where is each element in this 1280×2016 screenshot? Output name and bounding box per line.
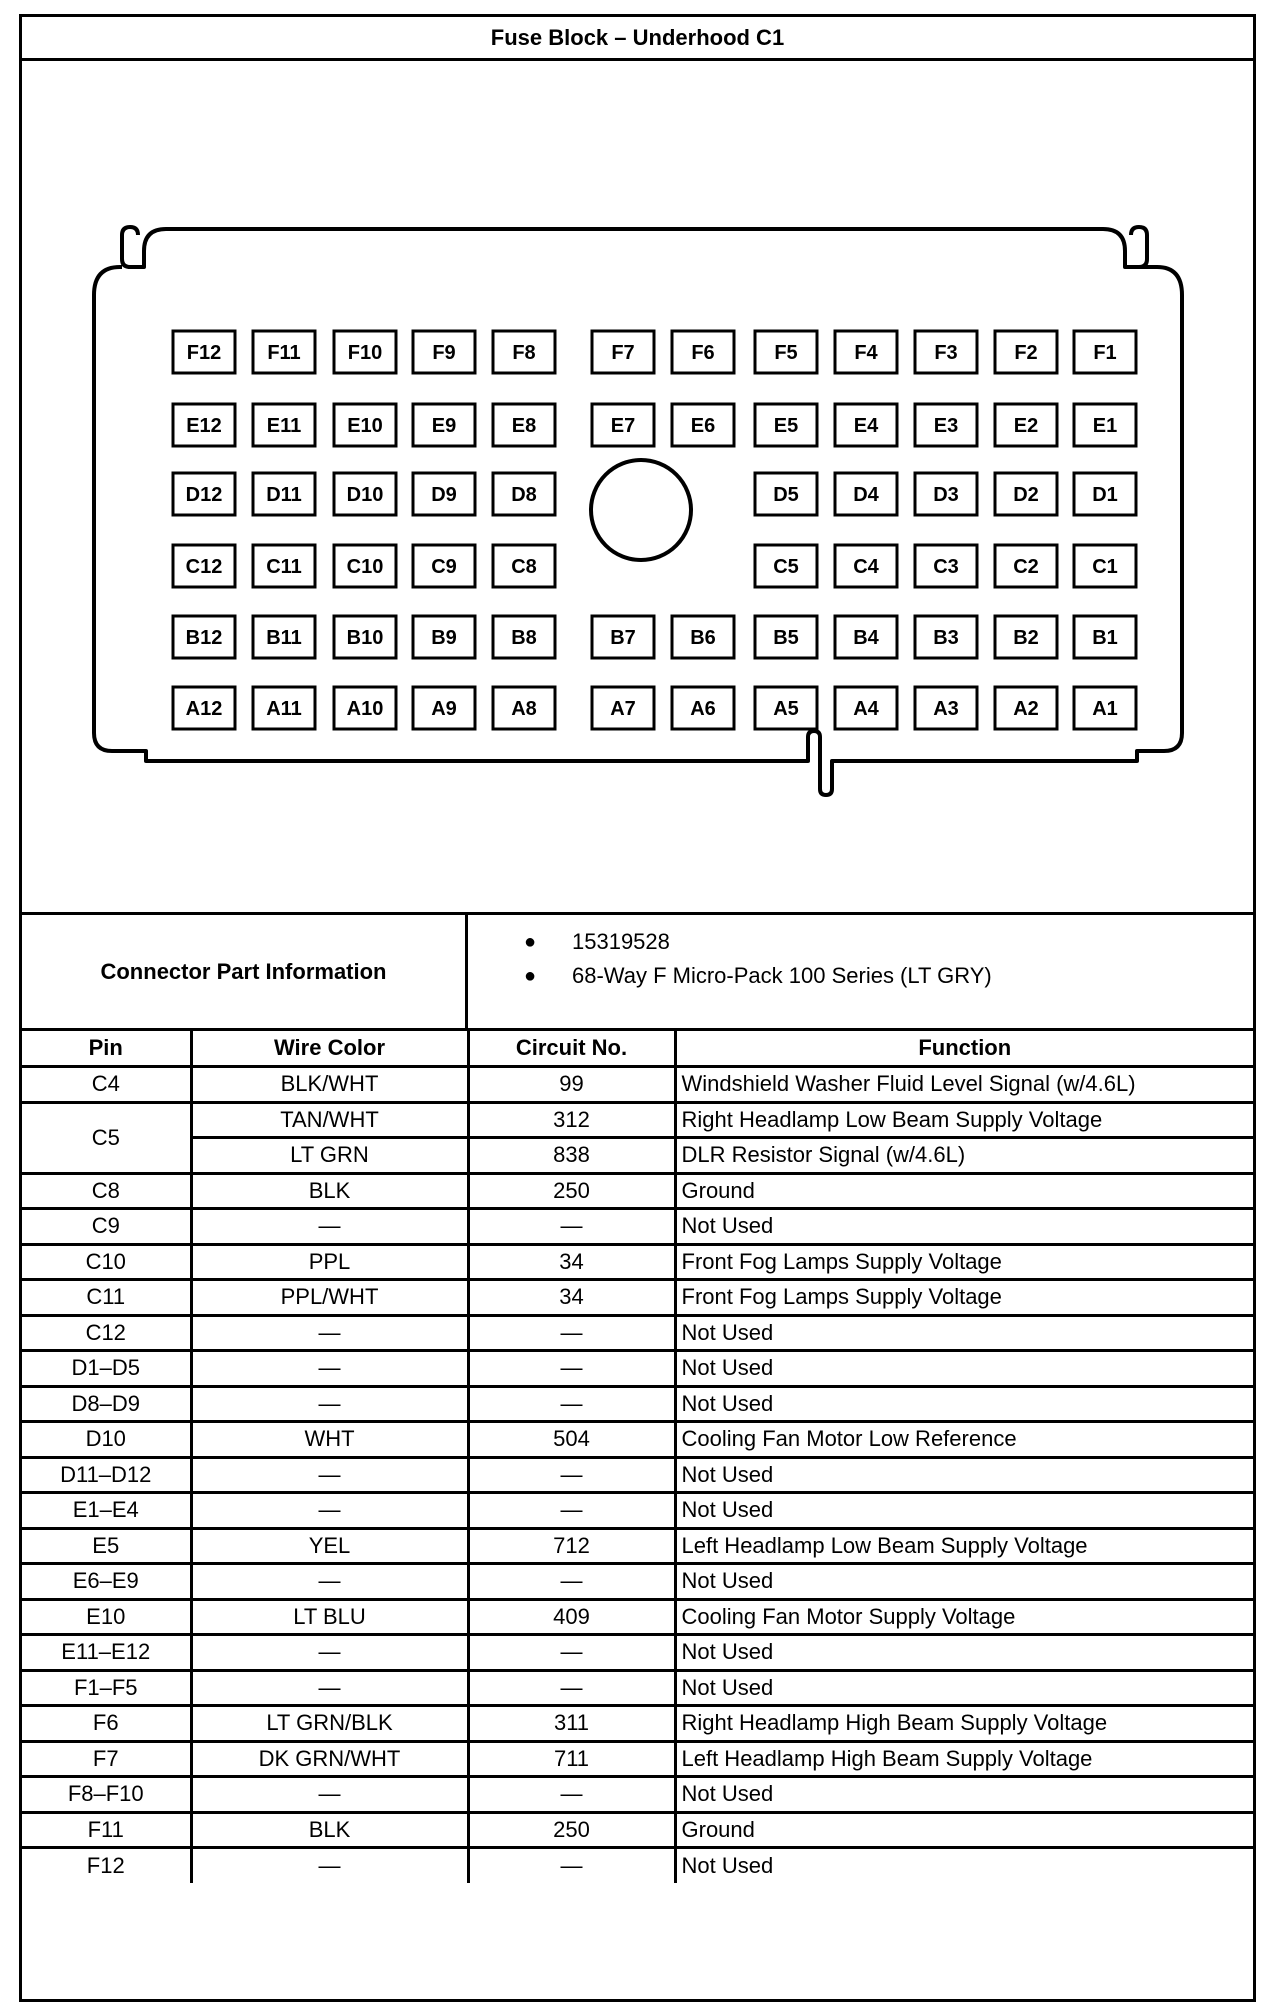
table-header-row — [22, 1031, 1253, 1067]
cavity-d4 — [835, 473, 897, 515]
wire-color-cell: BLK/WHT — [191, 1067, 468, 1103]
cavity-label: A12 — [185, 698, 223, 720]
pin-cell: F1–F5 — [22, 1670, 191, 1706]
cavity-label: B11 — [266, 627, 302, 649]
cavity-d11 — [253, 473, 315, 515]
cavity-d1 — [1074, 473, 1136, 515]
cavity-a2 — [995, 687, 1057, 729]
pin-cell: E11–E12 — [22, 1635, 191, 1671]
table-row — [22, 1351, 1253, 1387]
cavity-label: F5 — [774, 342, 798, 364]
cavity-d12 — [173, 473, 235, 515]
cavity-label: E11 — [266, 415, 302, 437]
header-wire-color: Wire Color — [191, 1031, 468, 1067]
cavity-label: C5 — [773, 556, 799, 578]
cavity-label: C12 — [185, 556, 223, 578]
cavity-b11 — [253, 616, 315, 658]
cavity-b4 — [835, 616, 897, 658]
header-circuit: Circuit No. — [468, 1031, 675, 1067]
cavity-c3 — [915, 545, 977, 587]
function-cell: Front Fog Lamps Supply Voltage — [675, 1280, 1253, 1316]
cavity-label: A4 — [853, 698, 879, 720]
cavity-label: A7 — [610, 698, 636, 720]
cavity-f3 — [915, 331, 977, 373]
circuit-cell: 250 — [468, 1173, 675, 1209]
wire-color-cell: — — [191, 1351, 468, 1387]
cavity-label: F2 — [1014, 342, 1038, 364]
table-row — [22, 1528, 1253, 1564]
cavity-e6 — [672, 404, 734, 446]
part-info-item — [524, 959, 1253, 993]
function-cell: Not Used — [675, 1386, 1253, 1422]
cavity-grid — [173, 331, 1136, 729]
cavity-f10 — [334, 331, 396, 373]
part-info-item — [524, 925, 1253, 959]
cavity-label: E8 — [511, 415, 537, 437]
cavity-label: C8 — [511, 556, 537, 578]
table-row — [22, 1244, 1253, 1280]
cavity-a7 — [592, 687, 654, 729]
function-cell: Not Used — [675, 1848, 1253, 1884]
circuit-cell: — — [468, 1315, 675, 1351]
cavity-c11 — [253, 545, 315, 587]
table-row — [22, 1706, 1253, 1742]
pin-cell: C11 — [22, 1280, 191, 1316]
cavity-e4 — [835, 404, 897, 446]
cavity-b7 — [592, 616, 654, 658]
cavity-label: E4 — [853, 415, 879, 437]
cavity-label: A6 — [690, 698, 716, 720]
cavity-label: F8 — [512, 342, 536, 364]
pin-cell: F6 — [22, 1706, 191, 1742]
circuit-cell: — — [468, 1351, 675, 1387]
cavity-e12 — [173, 404, 235, 446]
cavity-b5 — [755, 616, 817, 658]
function-cell: Ground — [675, 1812, 1253, 1848]
circuit-cell: — — [468, 1457, 675, 1493]
table-row — [22, 1280, 1253, 1316]
pin-cell: E6–E9 — [22, 1564, 191, 1600]
table-row — [22, 1670, 1253, 1706]
cavity-a6 — [672, 687, 734, 729]
pin-cell: F12 — [22, 1848, 191, 1884]
cavity-label: C11 — [266, 556, 302, 578]
cavity-label: B2 — [1013, 627, 1039, 649]
function-cell: Not Used — [675, 1209, 1253, 1245]
circuit-cell: 838 — [468, 1138, 675, 1174]
table-row — [22, 1741, 1253, 1777]
wire-color-cell: WHT — [191, 1422, 468, 1458]
table-row — [22, 1138, 1253, 1174]
pin-cell: D1–D5 — [22, 1351, 191, 1387]
cavity-e1 — [1074, 404, 1136, 446]
cavity-label: A2 — [1013, 698, 1039, 720]
cavity-d10 — [334, 473, 396, 515]
cavity-f5 — [755, 331, 817, 373]
connector-part-info — [22, 915, 1253, 1031]
cavity-label: F10 — [347, 342, 383, 364]
circuit-cell: — — [468, 1564, 675, 1600]
circuit-cell: 311 — [468, 1706, 675, 1742]
cavity-f2 — [995, 331, 1057, 373]
cavity-e10 — [334, 404, 396, 446]
table-row — [22, 1067, 1253, 1103]
circuit-cell: — — [468, 1635, 675, 1671]
table-row — [22, 1315, 1253, 1351]
pin-cell: F11 — [22, 1812, 191, 1848]
cavity-d9 — [413, 473, 475, 515]
cavity-label: A3 — [933, 698, 959, 720]
wire-color-cell: — — [191, 1670, 468, 1706]
pinout-table — [22, 1031, 1253, 1883]
cavity-b8 — [493, 616, 555, 658]
function-cell: Right Headlamp High Beam Supply Voltage — [675, 1706, 1253, 1742]
cavity-f12 — [173, 331, 235, 373]
cavity-c4 — [835, 545, 897, 587]
cavity-f6 — [672, 331, 734, 373]
cavity-label: C3 — [933, 556, 959, 578]
cavity-label: D5 — [773, 484, 799, 506]
wire-color-cell: — — [191, 1493, 468, 1529]
table-row — [22, 1812, 1253, 1848]
circuit-cell: 99 — [468, 1067, 675, 1103]
cavity-c10 — [334, 545, 396, 587]
cavity-label: A11 — [266, 698, 302, 720]
cavity-label: B9 — [431, 627, 457, 649]
cavity-label: D3 — [933, 484, 959, 506]
circuit-cell: 711 — [468, 1741, 675, 1777]
circuit-cell: — — [468, 1777, 675, 1813]
cavity-label: B6 — [690, 627, 716, 649]
cavity-a1 — [1074, 687, 1136, 729]
cavity-label: D2 — [1013, 484, 1039, 506]
circuit-cell: — — [468, 1848, 675, 1884]
cavity-c8 — [493, 545, 555, 587]
wire-color-cell: — — [191, 1564, 468, 1600]
function-cell: Not Used — [675, 1670, 1253, 1706]
cavity-c1 — [1074, 545, 1136, 587]
wire-color-cell: — — [191, 1848, 468, 1884]
cavity-label: D4 — [853, 484, 879, 506]
cavity-c5 — [755, 545, 817, 587]
function-cell: Not Used — [675, 1457, 1253, 1493]
cavity-f11 — [253, 331, 315, 373]
cavity-e2 — [995, 404, 1057, 446]
cavity-label: E10 — [347, 415, 383, 437]
wire-color-cell: TAN/WHT — [191, 1102, 468, 1138]
cavity-b10 — [334, 616, 396, 658]
pin-cell: C8 — [22, 1173, 191, 1209]
cavity-label: E7 — [610, 415, 636, 437]
cavity-c9 — [413, 545, 475, 587]
cavity-b9 — [413, 616, 475, 658]
cavity-e9 — [413, 404, 475, 446]
pin-cell: C10 — [22, 1244, 191, 1280]
cavity-f4 — [835, 331, 897, 373]
cavity-label: B4 — [853, 627, 879, 649]
cavity-d5 — [755, 473, 817, 515]
header-pin: Pin — [22, 1031, 191, 1067]
cavity-e7 — [592, 404, 654, 446]
wire-color-cell: PPL/WHT — [191, 1280, 468, 1316]
function-cell: Windshield Washer Fluid Level Signal (w/4.6L) — [675, 1067, 1253, 1103]
circuit-cell: 504 — [468, 1422, 675, 1458]
table-row — [22, 1777, 1253, 1813]
cavity-a12 — [173, 687, 235, 729]
cavity-a3 — [915, 687, 977, 729]
pin-cell: C12 — [22, 1315, 191, 1351]
cavity-label: F6 — [691, 342, 715, 364]
bullet-icon: ● — [524, 930, 537, 953]
circuit-cell: 34 — [468, 1244, 675, 1280]
table-row — [22, 1422, 1253, 1458]
table-row — [22, 1564, 1253, 1600]
circuit-cell: — — [468, 1386, 675, 1422]
cavity-f7 — [592, 331, 654, 373]
function-cell: Cooling Fan Motor Low Reference — [675, 1422, 1253, 1458]
circuit-cell: 250 — [468, 1812, 675, 1848]
cavity-d2 — [995, 473, 1057, 515]
cavity-label: F9 — [432, 342, 456, 364]
connector-figure — [22, 61, 1253, 915]
cavity-label: B12 — [185, 627, 223, 649]
pin-cell: F7 — [22, 1741, 191, 1777]
pin-cell: F8–F10 — [22, 1777, 191, 1813]
pin-cell: E1–E4 — [22, 1493, 191, 1529]
wire-color-cell: LT BLU — [191, 1599, 468, 1635]
cavity-label: F7 — [611, 342, 635, 364]
function-cell: Not Used — [675, 1777, 1253, 1813]
cavity-label: F1 — [1093, 342, 1117, 364]
cavity-d3 — [915, 473, 977, 515]
cavity-label: E2 — [1013, 415, 1039, 437]
center-post-circle — [591, 460, 691, 560]
cavity-label: C1 — [1092, 556, 1118, 578]
cavity-b12 — [173, 616, 235, 658]
cavity-label: E5 — [773, 415, 799, 437]
part-number: 15319528 — [572, 929, 670, 954]
function-cell: Cooling Fan Motor Supply Voltage — [675, 1599, 1253, 1635]
cavity-label: A5 — [773, 698, 799, 720]
function-cell: Not Used — [675, 1315, 1253, 1351]
cavity-a4 — [835, 687, 897, 729]
function-cell: Not Used — [675, 1351, 1253, 1387]
pin-cell: E10 — [22, 1599, 191, 1635]
cavity-label: D9 — [431, 484, 457, 506]
cavity-a11 — [253, 687, 315, 729]
cavity-label: F3 — [934, 342, 958, 364]
cavity-e11 — [253, 404, 315, 446]
cavity-label: A1 — [1092, 698, 1118, 720]
cavity-label: C4 — [853, 556, 879, 578]
cavity-a10 — [334, 687, 396, 729]
cavity-label: E3 — [933, 415, 959, 437]
cavity-e5 — [755, 404, 817, 446]
cavity-c2 — [995, 545, 1057, 587]
page-title: Fuse Block – Underhood C1 — [22, 17, 1253, 61]
cavity-label: A10 — [346, 698, 384, 720]
cavity-label: E6 — [690, 415, 716, 437]
cavity-label: B5 — [773, 627, 799, 649]
connector-description: 68-Way F Micro-Pack 100 Series (LT GRY) — [572, 963, 992, 988]
table-row — [22, 1493, 1253, 1529]
cavity-label: E9 — [431, 415, 457, 437]
function-cell: DLR Resistor Signal (w/4.6L) — [675, 1138, 1253, 1174]
connector-face-diagram — [22, 61, 1253, 912]
function-cell: Not Used — [675, 1635, 1253, 1671]
function-cell: Left Headlamp High Beam Supply Voltage — [675, 1741, 1253, 1777]
cavity-b3 — [915, 616, 977, 658]
part-info-label: Connector Part Information — [22, 915, 468, 1028]
function-cell: Ground — [675, 1173, 1253, 1209]
cavity-label: B8 — [511, 627, 537, 649]
cavity-label: F12 — [186, 342, 222, 364]
cavity-label: C9 — [431, 556, 457, 578]
cavity-label: D11 — [266, 484, 302, 506]
function-cell: Right Headlamp Low Beam Supply Voltage — [675, 1102, 1253, 1138]
bullet-icon: ● — [524, 964, 537, 987]
cavity-label: D8 — [511, 484, 537, 506]
cavity-b6 — [672, 616, 734, 658]
cavity-label: A8 — [511, 698, 537, 720]
wire-color-cell: LT GRN/BLK — [191, 1706, 468, 1742]
cavity-e8 — [493, 404, 555, 446]
function-cell: Left Headlamp Low Beam Supply Voltage — [675, 1528, 1253, 1564]
cavity-label: D12 — [185, 484, 223, 506]
wire-color-cell: LT GRN — [191, 1138, 468, 1174]
pin-cell: C4 — [22, 1067, 191, 1103]
wire-color-cell: DK GRN/WHT — [191, 1741, 468, 1777]
cavity-label: D1 — [1092, 484, 1118, 506]
function-cell: Not Used — [675, 1493, 1253, 1529]
cavity-a9 — [413, 687, 475, 729]
cavity-c12 — [173, 545, 235, 587]
cavity-label: B3 — [933, 627, 959, 649]
table-row — [22, 1209, 1253, 1245]
cavity-e3 — [915, 404, 977, 446]
wire-color-cell: PPL — [191, 1244, 468, 1280]
circuit-cell: 409 — [468, 1599, 675, 1635]
cavity-f8 — [493, 331, 555, 373]
cavity-label: B1 — [1092, 627, 1118, 649]
table-row — [22, 1848, 1253, 1884]
pin-cell: D11–D12 — [22, 1457, 191, 1493]
cavity-label: B7 — [610, 627, 636, 649]
cavity-f9 — [413, 331, 475, 373]
wire-color-cell: BLK — [191, 1812, 468, 1848]
wire-color-cell: — — [191, 1315, 468, 1351]
wire-color-cell: YEL — [191, 1528, 468, 1564]
pin-cell: C5 — [22, 1102, 191, 1173]
cavity-label: C10 — [346, 556, 384, 578]
circuit-cell: 312 — [468, 1102, 675, 1138]
cavity-label: B10 — [346, 627, 384, 649]
wire-color-cell: — — [191, 1635, 468, 1671]
table-row — [22, 1173, 1253, 1209]
cavity-a5 — [755, 687, 817, 729]
table-row — [22, 1599, 1253, 1635]
table-row — [22, 1635, 1253, 1671]
cavity-label: F11 — [267, 342, 301, 364]
wire-color-cell: — — [191, 1386, 468, 1422]
wire-color-cell: BLK — [191, 1173, 468, 1209]
pin-cell: C9 — [22, 1209, 191, 1245]
cavity-d8 — [493, 473, 555, 515]
circuit-cell: — — [468, 1493, 675, 1529]
wire-color-cell: — — [191, 1209, 468, 1245]
circuit-cell: 34 — [468, 1280, 675, 1316]
table-body — [22, 1067, 1253, 1884]
circuit-cell: — — [468, 1670, 675, 1706]
cavity-f1 — [1074, 331, 1136, 373]
cavity-label: C2 — [1013, 556, 1039, 578]
pin-cell: D10 — [22, 1422, 191, 1458]
cavity-label: E12 — [186, 415, 222, 437]
wire-color-cell: — — [191, 1457, 468, 1493]
document-frame — [19, 14, 1256, 2002]
cavity-a8 — [493, 687, 555, 729]
table-row — [22, 1386, 1253, 1422]
header-function: Function — [675, 1031, 1253, 1067]
pin-cell: E5 — [22, 1528, 191, 1564]
cavity-label: E1 — [1092, 415, 1118, 437]
part-info-list — [468, 915, 1253, 1028]
cavity-label: F4 — [854, 342, 878, 364]
cavity-b1 — [1074, 616, 1136, 658]
circuit-cell: 712 — [468, 1528, 675, 1564]
wire-color-cell: — — [191, 1777, 468, 1813]
cavity-b2 — [995, 616, 1057, 658]
cavity-label: A9 — [431, 698, 457, 720]
cavity-label: D10 — [346, 484, 384, 506]
function-cell: Front Fog Lamps Supply Voltage — [675, 1244, 1253, 1280]
pin-cell: D8–D9 — [22, 1386, 191, 1422]
circuit-cell: — — [468, 1209, 675, 1245]
function-cell: Not Used — [675, 1564, 1253, 1600]
table-row — [22, 1457, 1253, 1493]
table-row — [22, 1102, 1253, 1138]
